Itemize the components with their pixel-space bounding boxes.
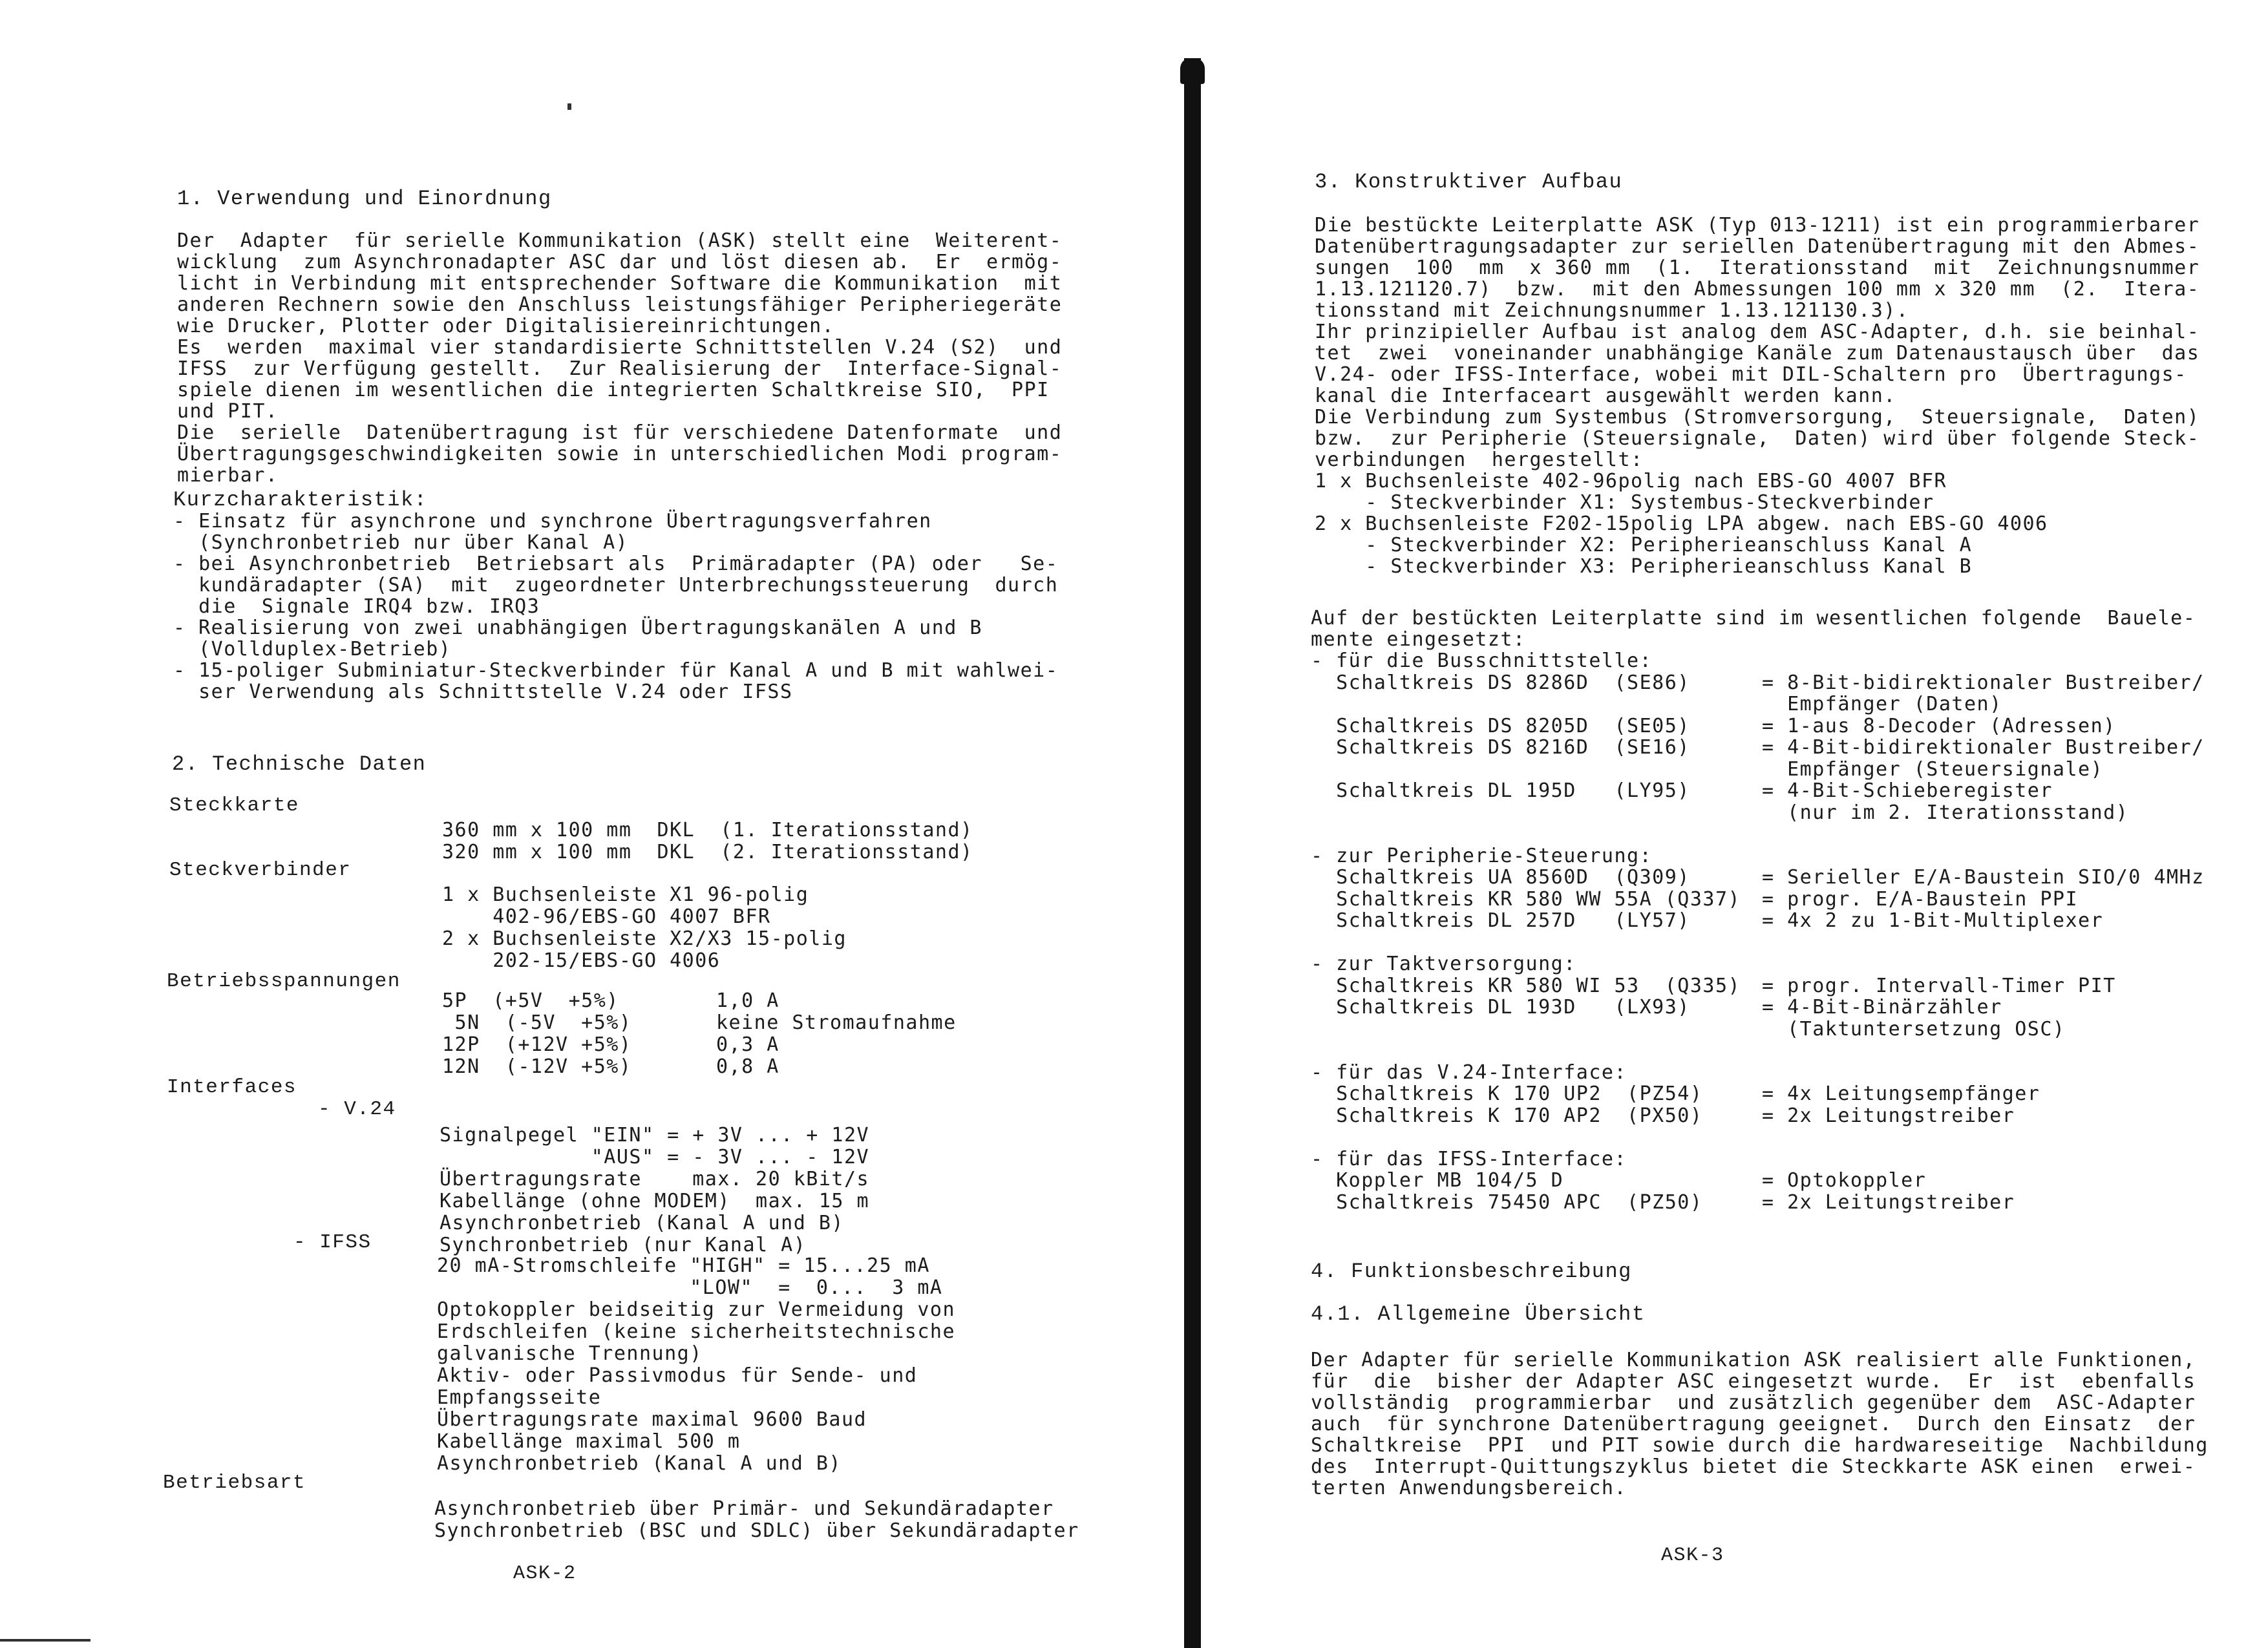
steckkarte-label: Steckkarte xyxy=(169,794,300,817)
v24-label: - V.24 xyxy=(318,1098,396,1121)
v24-value: Signalpegel "EIN" = + 3V ... + 12V "AUS" = - 3V ... - 12V Übertragungsrate max. 20 kBit/s Kabellänge (ohne MODEM) max. 15 m Asynchronbetrieb (Kanal A und B) Synchronbetrieb (nur Kanal A) xyxy=(440,1124,870,1256)
bauelemente-intro: Auf der bestückten Leiterplatte sind im wesentlichen folgende Bauele- mente eingesetzt: xyxy=(1311,607,2196,651)
betriebsspannungen-label: Betriebsspannungen xyxy=(167,970,401,993)
kurzcharakteristik-label: Kurzcharakteristik: xyxy=(173,488,428,512)
steckkarte-value: 360 mm x 100 mm DKL (1. Iterationsstand) 320 mm x 100 mm DKL (2. Iterationsstand) xyxy=(442,819,973,863)
right-page xyxy=(1200,0,2268,1648)
betriebsart-label: Betriebsart xyxy=(163,1472,306,1494)
betriebsart-value: Asynchronbetrieb über Primär- und Sekundäradapter Synchronbetrieb (BSC und SDLC) über Sekundäradapter xyxy=(434,1497,1079,1542)
steckverbinder-label: Steckverbinder xyxy=(169,859,352,882)
interfaces-label: Interfaces xyxy=(167,1076,297,1099)
section-1-paragraph: Der Adapter für serielle Kommunikation (ASK) stellt eine Weiterent- wicklung zum Asynchronadapter ASC dar und löst diesen ab. Er ermög- licht in Verbindung mit entsprechender Software die Kommunikation mit anderen Rechnern sowie den Anschluss leistungsfähiger Peripheriegeräte wie Drucker, Plotter oder Digitalisiereinrichtungen. Es werden maximal vier standardisierte Schnittstellen V.24 (S2) und IFSS zur Verfügung gestellt. Zur Realisierung der Interface-Signal- spiele dienen im wesentlichen die integrierten Schaltkreise SIO, PPI und PIT. Die serielle Datenübertragung ist für verschiedene Datenformate und Übertragungsgeschwindigkeiten sowie in unterschiedlichen Modi program- mierbar. xyxy=(177,229,1063,487)
section-4-heading: 4. Funktionsbeschreibung xyxy=(1311,1260,1632,1284)
section-2-heading: 2. Technische Daten xyxy=(172,752,427,776)
section-1-heading: 1. Verwendung und Einordnung xyxy=(177,187,552,211)
stroeme-values: 1,0 A keine Stromaufnahme 0,3 A 0,8 A xyxy=(716,989,957,1078)
section-4-1-heading: 4.1. Allgemeine Übersicht xyxy=(1311,1302,1646,1326)
spannungen-values: 5P (+5V +5%) 5N (-5V +5%) 12P (+12V +5%) 12N (-12V +5%) xyxy=(442,989,632,1078)
ifss-value: 20 mA-Stromschleife "HIGH" = 15...25 mA "LOW" = 0... 3 mA Optokoppler beidseitig zur Vermeidung von Erdschleifen (keine sicherheitstechnische galvanische Trennung) Aktiv- oder Passivmodus für Sende- und Empfangsseite Übertragungsrate maximal 9600 Baud Kabellänge maximal 500 m Asynchronbetrieb (Kanal A und B) xyxy=(437,1254,956,1475)
bauelemente-functions: = 8-Bit-bidirektionaler Bustreiber/ Empfänger (Daten) = 1-aus 8-Decoder (Adressen) = 4-Bit-bidirektionaler Bustreiber/ Empfänger (Steuersignale) = 4-Bit-Schieberegister (nur im 2. Iterationsstand) = Serieller E/A-Baustein SIO/0 4MHz = progr. E/A-Baustein PPI = 4x 2 zu 1-Bit-Multiplexer = progr. Intervall-Timer PIT = 4-Bit-Binärzähler (Taktuntersetzung OSC) = 4x Leitungsempfänger = 2x Leitungstreiber = Optokoppler = 2x Leitungstreiber xyxy=(1762,671,2205,1214)
page-number-left: ASK-2 xyxy=(513,1563,577,1585)
ifss-label: - IFSS xyxy=(293,1231,372,1254)
section-3-heading: 3. Konstruktiver Aufbau xyxy=(1315,170,1623,194)
page-number-right: ASK-3 xyxy=(1661,1545,1724,1567)
bauelemente-list: - für die Busschnittstelle: Schaltkreis DS 8286D (SE86) Schaltkreis DS 8205D (SE05) Schaltkreis DS 8216D (SE16) Schaltkreis DL 195D (LY95) - zur Peripherie-Steuerung: Schaltkreis UA 8560D (Q309) Schaltkreis KR 580 WW 55A (Q337) Schaltkreis DL 257D (LY57) - zur Taktversorgung: Schaltkreis KR 580 WI 53 (Q335) Schaltkreis DL 193D (LX93) - für das V.24-Interface: Schaltkreis K 170 UP2 (PZ54) Schaltkreis K 170 AP2 (PX50) - für das IFSS-Interface: Koppler MB 104/5 D Schaltkreis 75450 APC (PZ50) xyxy=(1311,650,1741,1214)
kurzcharakteristik-list: - Einsatz für asynchrone und synchrone Übertragungsverfahren (Synchronbetrieb nur über Kanal A) - bei Asynchronbetrieb Betriebsart als Primäradapter (PA) oder Se- kundäradapter (SA) mit zugeordneter Unterbrechungssteuerung durch die Signale IRQ4 bzw. IRQ3 - Realisierung von zwei unabhängigen Übertragungskanälen A und B (Vollduplex-Betrieb) - 15-poliger Subminiatur-Steckverbinder für Kanal A und B mit wahlwei- ser Verwendung als Schnittstelle V.24 oder IFSS xyxy=(173,510,1059,703)
section-4-paragraph: Der Adapter für serielle Kommunikation ASK realisiert alle Funktionen, für die bisher der Adapter ASC eingesetzt wurde. Er ist ebenfalls vollständig programmierbar und zusätzlich gegenüber dem ASC-Adapter auch für synchrone Datenübertragung geeignet. Durch den Einsatz der Schaltkreise PPI und PIT sowie durch die hardwareseitige Nachbildung des Interrupt-Quittungszyklus bietet die Steckkarte ASK einen erwei- terten Anwendungsbereich. xyxy=(1311,1349,2209,1499)
steckverbinder-value: 1 x Buchsenleiste X1 96-polig 402-96/EBS-GO 4007 BFR 2 x Buchsenleiste X2/X3 15-polig 202-15/EBS-GO 4006 xyxy=(442,883,847,972)
section-3-paragraph: Die bestückte Leiterplatte ASK (Typ 013-1211) ist ein programmierbarer Datenübertragungsadapter zur seriellen Datenübertragung mit den Abmes- sungen 100 mm x 360 mm (1. Iterationsstand mit Zeichnungsnummer 1.13.121120.7) bzw. mit den Abmessungen 100 mm x 320 mm (2. Itera- tionsstand mit Zeichnungsnummer 1.13.121130.3). Ihr prinzipieller Aufbau ist analog dem ASC-Adapter, d.h. sie beinhal- tet zwei voneinander unabhängige Kanäle zum Datenaustausch über das V.24- oder IFSS-Interface, wobei mit DIL-Schaltern pro Übertragungs- kanal die Interfaceart ausgewählt werden kann. Die Verbindung zum Systembus (Stromversorgung, Steuersignale, Daten) bzw. zur Peripherie (Steuersignale, Daten) wird über folgende Steck- verbindungen hergestellt: 1 x Buchsenleiste 402-96polig nach EBS-GO 4007 BFR - Steckverbinder X1: Systembus-Steckverbinder 2 x Buchsenleiste F202-15polig LPA abgew. nach EBS-GO 4006 - Steckverbinder X2: Peripherieanschluss Kanal A - Steckverbinder X3: Peripherieanschluss Kanal B xyxy=(1315,214,2200,578)
